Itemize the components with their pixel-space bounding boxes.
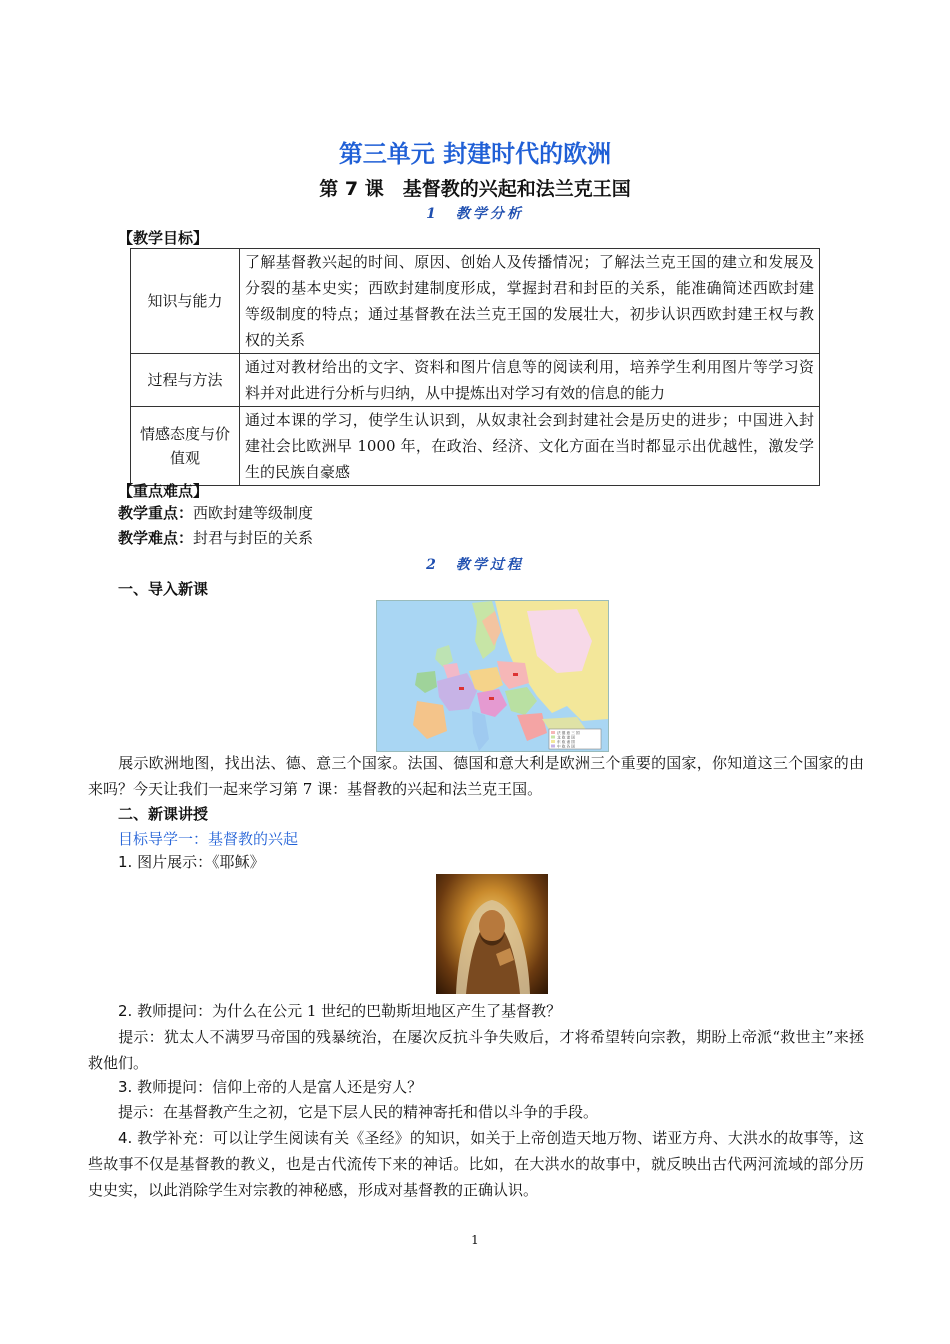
difficult-point-text: 封君与封臣的关系 xyxy=(193,529,314,547)
jesus-portrait-image xyxy=(436,874,548,994)
hint-2 xyxy=(88,1024,864,1076)
item-2 xyxy=(118,998,561,1024)
map-legend-entry: 北 欧 诸 国 xyxy=(557,735,575,740)
section-heading-analysis: 1 教学分析 xyxy=(426,206,524,222)
item-1 xyxy=(118,849,265,875)
teaching-goals-table xyxy=(130,248,820,486)
item-4 xyxy=(88,1125,864,1203)
jesus-figure-icon xyxy=(436,874,548,994)
europe-map-icon xyxy=(377,601,608,751)
goal-content: 了解基督教兴起的时间、原因、创始人及传播情况；了解法兰克王国的建立和发展及分裂的基本史实；西欧封建制度形成，掌握封君和封臣的关系，能准确简述西欧封建等级制度的特点；通过基督教在法兰克王国的发展壮大，初步认识西欧封建王权与教权的关系 xyxy=(240,249,820,354)
key-point-text: 西欧封建等级制度 xyxy=(193,504,314,522)
hint-2-label: 提示： xyxy=(118,1028,164,1046)
part1-heading: 一、导入新课 xyxy=(118,580,209,598)
goal-content: 通过对教材给出的文字、资料和图片信息等的阅读利用，培养学生利用图片等学习资料并对此进行分析与归纳，从中提炼出对学习有效的信息的能力 xyxy=(240,354,820,407)
objective-1-heading: 目标导学一：基督教的兴起 xyxy=(118,830,299,848)
item-4-text: 可以让学生阅读有关《圣经》的知识，如关于上帝创造天地万物、诺亚方舟、大洪水的故事等，这些故事不仅是基督教的教义，也是古代流传下来的神话。比如，在大洪水的故事中，就反映出古代两河流域的部分历史史实，以此消除学生对宗教的神秘感，形成对基督教的正确认识。 xyxy=(88,1129,864,1199)
goal-category: 过程与方法 xyxy=(131,354,240,407)
map-legend-entry: 东 欧 诸 国 xyxy=(557,740,575,744)
goal-category: 情感态度与价值观 xyxy=(131,407,240,486)
part2-heading: 二、新课讲授 xyxy=(118,805,209,823)
intro-paragraph-text: 展示欧洲地图，找出法、德、意三个国家。法国、德国和意大利是欧洲三个重要的国家，你知道这三个国家的由来吗？今天让我们一起来学习第 7 课：基督教的兴起和法兰克王国。 xyxy=(88,754,864,798)
europe-map-image xyxy=(376,600,609,752)
difficult-point-label: 教学难点： xyxy=(118,529,194,547)
intro-paragraph xyxy=(88,750,864,802)
map-legend-entry: 中 欧 各 国 xyxy=(557,744,575,749)
hint-3 xyxy=(118,1099,598,1125)
table-row xyxy=(131,249,820,354)
table-row xyxy=(131,407,820,486)
item-4-label: 4. 教学补充： xyxy=(118,1129,213,1147)
section-heading-process: 2 教学过程 xyxy=(426,557,524,573)
item-3-label: 3. 教师提问： xyxy=(118,1078,213,1096)
item-2-text: 为什么在公元 1 世纪的巴勒斯坦地区产生了基督教？ xyxy=(212,1002,562,1020)
hint-2-text: 犹太人不满罗马帝国的残暴统治，在屡次反抗斗争失败后，才将希望转向宗教，期盼上帝派“救世主”来拯救他们。 xyxy=(88,1028,864,1072)
difficult-point xyxy=(118,525,313,551)
item-2-label: 2. 教师提问： xyxy=(118,1002,213,1020)
item-1-label: 1. 图片展示： xyxy=(118,853,213,871)
item-3 xyxy=(118,1074,422,1100)
map-legend-entry: 法 德 意 三 国 xyxy=(557,731,580,735)
key-point xyxy=(118,500,313,526)
item-1-text: 《耶稣》 xyxy=(212,853,265,871)
goal-content: 通过本课的学习，使学生认识到，从奴隶社会到封建社会是历史的进步；中国进入封建社会比欧洲早 1000 年，在政治、经济、文化方面在当时都显示出优越性，激发学生的民族自豪感 xyxy=(240,407,820,486)
key-point-label: 教学重点： xyxy=(118,504,194,522)
table-row xyxy=(131,354,820,407)
goal-category: 知识与能力 xyxy=(131,249,240,354)
key-points-label: 【重点难点】 xyxy=(118,482,209,500)
teaching-goals-label: 【教学目标】 xyxy=(118,229,209,247)
hint-3-label: 提示： xyxy=(118,1103,164,1121)
page-number: 1 xyxy=(471,1233,479,1247)
hint-3-text: 在基督教产生之初，它是下层人民的精神寄托和借以斗争的手段。 xyxy=(163,1103,599,1121)
item-3-text: 信仰上帝的人是富人还是穷人？ xyxy=(212,1078,423,1096)
unit-title: 第三单元 封建时代的欧洲 xyxy=(338,140,612,168)
lesson-title: 第 7 课 基督教的兴起和法兰克王国 xyxy=(319,178,631,200)
